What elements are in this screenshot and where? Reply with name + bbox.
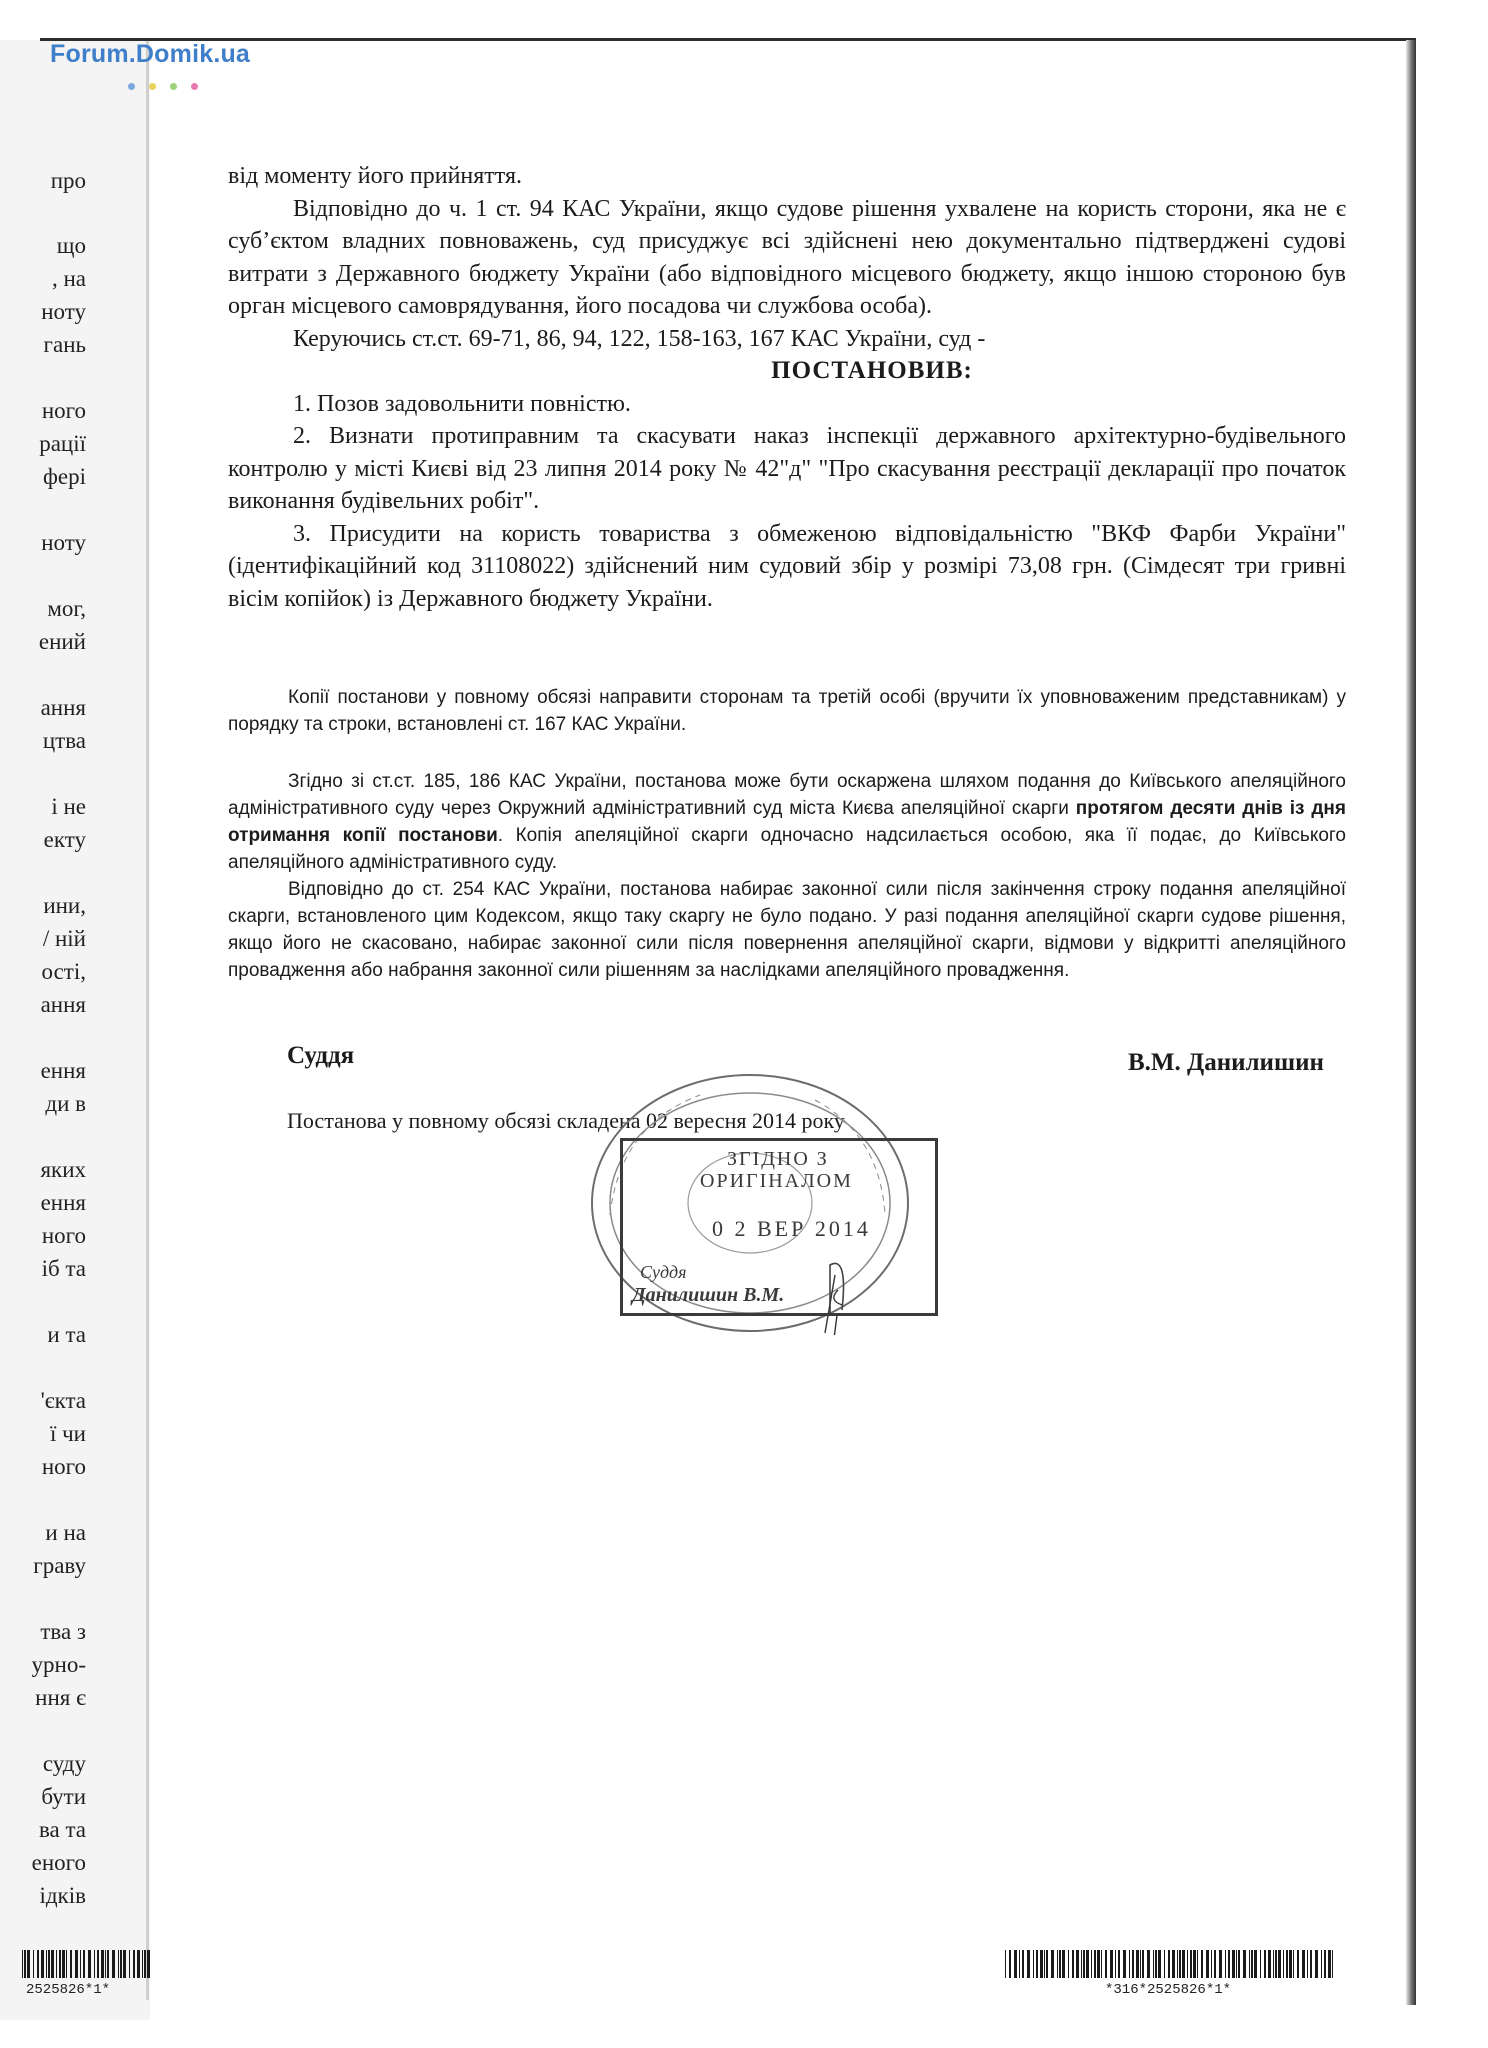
appeal-text bbox=[228, 768, 1346, 876]
barcode-bar bbox=[1118, 1950, 1120, 1978]
barcode-bar bbox=[1132, 1950, 1134, 1978]
judge-label: Суддя bbox=[287, 1042, 355, 1069]
side-fragment: ений bbox=[38, 629, 86, 654]
barcode-bar bbox=[1027, 1950, 1030, 1978]
barcode-bar bbox=[1332, 1950, 1333, 1978]
left-barcode bbox=[22, 1950, 152, 1978]
logo-dot bbox=[191, 83, 198, 90]
barcode-bar bbox=[1243, 1950, 1246, 1978]
barcode-bar bbox=[37, 1950, 39, 1978]
side-fragment: ання bbox=[40, 695, 86, 720]
barcode-bar bbox=[1197, 1950, 1198, 1978]
barcode-bar bbox=[27, 1950, 30, 1978]
side-fragment: ини, bbox=[43, 893, 86, 918]
barcode-bar bbox=[48, 1950, 50, 1978]
barcode-bar bbox=[1036, 1950, 1038, 1978]
barcode-bar bbox=[1273, 1950, 1274, 1978]
copies-text: Копії постанови у повному обсязі направити сторонам та третій особі (вручити їх уповноваженим представникам) у порядку та строки, встановлені ст. 167 КАС України. bbox=[228, 687, 1346, 735]
barcode-bar bbox=[1228, 1950, 1230, 1978]
barcode-bar bbox=[1297, 1950, 1299, 1978]
barcode-bar bbox=[1179, 1950, 1181, 1978]
barcode-bar bbox=[105, 1950, 106, 1978]
barcode-bar bbox=[1081, 1950, 1082, 1978]
side-fragment: ї чи bbox=[49, 1421, 86, 1446]
barcode-bar bbox=[118, 1950, 119, 1978]
barcode-bar bbox=[62, 1950, 65, 1978]
barcode-bar bbox=[33, 1950, 34, 1978]
logo-dot bbox=[128, 83, 135, 90]
barcode-bar bbox=[75, 1950, 78, 1978]
side-fragment: еного bbox=[31, 1850, 86, 1875]
barcode-bar bbox=[1182, 1950, 1185, 1978]
barcode-bar bbox=[1254, 1950, 1257, 1978]
barcode-bar bbox=[1033, 1950, 1034, 1978]
decision-body bbox=[228, 160, 1346, 615]
barcode-bar bbox=[1201, 1950, 1203, 1978]
barcode-bar bbox=[1014, 1950, 1017, 1978]
stamp-line2: ОРИГІНАЛОМ bbox=[700, 1170, 853, 1192]
barcode-bar bbox=[1123, 1950, 1126, 1978]
barcode-bar bbox=[1187, 1950, 1188, 1978]
barcode-bar bbox=[1155, 1950, 1157, 1978]
barcode-bar bbox=[1268, 1950, 1271, 1978]
barcode-bar bbox=[1249, 1950, 1250, 1978]
ruling-item-2: 2. Визнати протиправним та скасувати наказ інспекції державного архітектурно-будівельного контролю у місті Києві від 23 липня 2014 року № 42"д" "Про скасування реєстрації декларації про початок виконання будівельних робіт". bbox=[228, 423, 1346, 514]
barcode-bar bbox=[83, 1950, 85, 1978]
barcode-bar bbox=[1105, 1950, 1107, 1978]
barcode-bar bbox=[1044, 1950, 1045, 1978]
barcode-bar bbox=[1168, 1950, 1170, 1978]
barcode-bar bbox=[1110, 1950, 1113, 1978]
side-fragment: що bbox=[56, 233, 86, 258]
barcode-bar bbox=[1086, 1950, 1089, 1978]
barcode-bar bbox=[1236, 1950, 1237, 1978]
side-fragment: ення bbox=[40, 1058, 86, 1083]
appeal-text-b: . Копія апеляційної скарги одночасно надсилається особою, яка її подає, до Київського апеляційного адміністративного суду. bbox=[228, 825, 1347, 873]
side-fragment: / ній bbox=[42, 926, 86, 951]
appeal-deadline: протягом десяти днів із дня отримання копії постанови bbox=[228, 798, 1346, 846]
side-fragment: ноту bbox=[41, 299, 86, 324]
side-fragment: ного bbox=[41, 1223, 86, 1248]
barcode-bar bbox=[1172, 1950, 1175, 1978]
barcode-bar bbox=[1293, 1950, 1294, 1978]
barcode-bar bbox=[144, 1950, 146, 1978]
side-fragment: бути bbox=[41, 1784, 86, 1809]
barcode-bar bbox=[1260, 1950, 1261, 1978]
side-fragment: ості, bbox=[41, 959, 86, 984]
barcode-bar bbox=[1158, 1950, 1161, 1978]
stamp-role: Суддя bbox=[640, 1262, 687, 1282]
barcode-bar bbox=[1190, 1950, 1192, 1978]
logo-dot bbox=[149, 83, 156, 90]
barcode-bar bbox=[1059, 1950, 1061, 1978]
ruling-heading: ПОСТАНОВИВ: bbox=[771, 357, 973, 384]
barcode-bar bbox=[51, 1950, 54, 1978]
barcode-bar bbox=[1153, 1950, 1154, 1978]
barcode-bar bbox=[88, 1950, 91, 1978]
barcode-bar bbox=[1019, 1950, 1020, 1978]
paragraph-effective: від моменту його прийняття. bbox=[228, 163, 522, 189]
barcode-bar bbox=[1193, 1950, 1196, 1978]
barcode-bar bbox=[1091, 1950, 1092, 1978]
barcode-bar bbox=[1238, 1950, 1240, 1978]
side-fragment: ного bbox=[41, 1454, 86, 1479]
stamp-name: Данилишин В.М. bbox=[632, 1284, 785, 1306]
barcode-bar bbox=[41, 1950, 44, 1978]
side-fragment: ання bbox=[40, 992, 86, 1017]
barcode-bar bbox=[1321, 1950, 1322, 1978]
barcode-bar bbox=[1136, 1950, 1139, 1978]
side-fragment: и на bbox=[45, 1520, 86, 1545]
barcode-bar bbox=[1062, 1950, 1065, 1978]
barcode-bar bbox=[1286, 1950, 1288, 1978]
stamp-date: 0 2 ВЕР 2014 bbox=[712, 1216, 871, 1241]
side-fragment: ного bbox=[41, 398, 86, 423]
paragraph-costs: Відповідно до ч. 1 ст. 94 КАС України, якщо судове рішення ухвалене на користь сторони, яка не є суб’єктом владних повноважень, суд присуджує всі здійснені нею документально підтверджені судові витрати з Державного бюджету України (або відповідного місцевого бюджету, якщо іншою стороною був орган місцевого самоврядування, його посадова чи службова особа). bbox=[228, 195, 1346, 319]
right-barcode bbox=[1005, 1950, 1335, 1978]
barcode-bar bbox=[56, 1950, 57, 1978]
side-fragment: ва та bbox=[38, 1817, 86, 1842]
barcode-bar bbox=[1264, 1950, 1266, 1978]
side-fragment: фері bbox=[42, 464, 86, 489]
barcode-bar bbox=[101, 1950, 104, 1978]
barcode-bar bbox=[1142, 1950, 1144, 1978]
barcode-bar bbox=[1251, 1950, 1253, 1978]
barcode-bar bbox=[1206, 1950, 1209, 1978]
barcode-bar bbox=[1275, 1950, 1277, 1978]
barcode-bar bbox=[147, 1950, 150, 1978]
barcode-bar bbox=[1283, 1950, 1284, 1978]
side-fragment: мог, bbox=[47, 596, 86, 621]
barcode-bar bbox=[1101, 1950, 1102, 1978]
barcode-bar bbox=[123, 1950, 126, 1978]
side-fragment: рації bbox=[39, 431, 86, 456]
barcode-bar bbox=[22, 1950, 23, 1978]
barcode-bar bbox=[1211, 1950, 1212, 1978]
side-fragment: , на bbox=[51, 266, 86, 291]
barcode-bar bbox=[1289, 1950, 1292, 1978]
barcode-bar bbox=[1072, 1950, 1074, 1978]
barcode-bar bbox=[1147, 1950, 1150, 1978]
side-fragment: тва з bbox=[40, 1619, 86, 1644]
barcode-bar bbox=[80, 1950, 81, 1978]
barcode-bar bbox=[1140, 1950, 1141, 1978]
barcode-bar bbox=[59, 1950, 61, 1978]
barcode-bar bbox=[1307, 1950, 1308, 1978]
barcode-bar bbox=[1009, 1950, 1011, 1978]
barcode-bar bbox=[1094, 1950, 1096, 1978]
watermark-logo: Forum.Domik.ua bbox=[50, 40, 251, 68]
barcode-bar bbox=[1097, 1950, 1100, 1978]
barcode-bar bbox=[1219, 1950, 1222, 1978]
barcode-bar bbox=[1057, 1950, 1058, 1978]
barcode-bar bbox=[1046, 1950, 1048, 1978]
copies-note bbox=[228, 684, 1346, 738]
barcode-bar bbox=[1005, 1950, 1006, 1978]
barcode-bar bbox=[1022, 1950, 1024, 1978]
barcode-bar bbox=[1328, 1950, 1331, 1978]
ruling-item-3: 3. Присудити на користь товариства з обмеженою відповідальністю "ВКФ Фарби України" (ідентифікаційний код 31108022) здійснений ним судовий збір у розмірі 73,08 грн. (Сімдесят три гривні вісім копійок) із Державного бюджету України. bbox=[228, 520, 1346, 612]
barcode-bar bbox=[1040, 1950, 1043, 1978]
left-barcode-number: 2525826*1* bbox=[26, 1982, 111, 1998]
barcode-bar bbox=[1076, 1950, 1079, 1978]
logo-dot bbox=[170, 83, 177, 90]
barcode-bar bbox=[70, 1950, 72, 1978]
barcode-bar bbox=[1129, 1950, 1130, 1978]
barcode-bar bbox=[1232, 1950, 1235, 1978]
legal-force-text: Відповідно до ст. 254 КАС України, постанова набирає законної сили після закінчення строку подання апеляційної скарги, встановленого цим Кодексом, якщо таку скаргу не було подано. У разі подання апеляційної скарги судове рішення, якщо його не скасовано, набирає законної сили після повернення апеляційної скарги, відмови у відкритті апеляційного провадження або набрання законної сили рішенням за наслідками апеляційного провадження. bbox=[228, 879, 1346, 981]
barcode-bar bbox=[66, 1950, 67, 1978]
side-fragment: гань bbox=[43, 332, 86, 357]
barcode-bar bbox=[1315, 1950, 1318, 1978]
side-fragment: ноту bbox=[41, 530, 86, 555]
barcode-bar bbox=[137, 1950, 140, 1978]
barcode-bar bbox=[1214, 1950, 1216, 1978]
right-barcode-number: *316*2525826*1* bbox=[1105, 1982, 1232, 1998]
barcode-bar bbox=[1083, 1950, 1085, 1978]
paragraph-guided-by: Керуючись ст.ст. 69-71, 86, 94, 122, 158-163, 167 КАС України, суд - bbox=[293, 325, 986, 352]
barcode-bar bbox=[120, 1950, 122, 1978]
barcode-bar bbox=[107, 1950, 109, 1978]
side-fragment: ідків bbox=[39, 1883, 86, 1908]
barcode-bar bbox=[46, 1950, 47, 1978]
barcode-bar bbox=[94, 1950, 95, 1978]
side-fragment: суду bbox=[42, 1751, 86, 1776]
barcode-bar bbox=[1177, 1950, 1178, 1978]
barcode-bar bbox=[1278, 1950, 1281, 1978]
logo-dots bbox=[128, 77, 212, 95]
side-fragment: цтва bbox=[42, 728, 86, 753]
barcode-bar bbox=[1324, 1950, 1326, 1978]
side-fragment: яких bbox=[40, 1157, 86, 1182]
side-fragment: и та bbox=[47, 1322, 86, 1347]
side-fragment: екту bbox=[43, 827, 86, 852]
barcode-bar bbox=[1051, 1950, 1054, 1978]
side-fragment: і не bbox=[51, 794, 86, 819]
side-fragment: граву bbox=[33, 1553, 86, 1578]
side-fragment: ення bbox=[40, 1190, 86, 1215]
judge-name: В.М. Данилишин bbox=[1128, 1049, 1324, 1076]
barcode-bar bbox=[1068, 1950, 1069, 1978]
side-fragment: іб та bbox=[41, 1256, 86, 1281]
appeal-text-a: Згідно зі ст.ст. 185, 186 КАС України, постанова може бути оскаржена шляхом подання до Київського апеляційного адміністративного суду через Окружний адміністративний суд міста Києва апеляційної скарги bbox=[228, 771, 1346, 819]
barcode-bar bbox=[142, 1950, 143, 1978]
barcode-bar bbox=[129, 1950, 130, 1978]
ruling-item-1: 1. Позов задовольнити повністю. bbox=[293, 390, 631, 417]
stamp-line1: ЗГІДНО З bbox=[727, 1148, 829, 1170]
barcode-bar bbox=[1225, 1950, 1226, 1978]
barcode-bar bbox=[1302, 1950, 1305, 1978]
barcode-bar bbox=[1115, 1950, 1116, 1978]
side-fragment: ди в bbox=[45, 1091, 86, 1116]
appeal-note bbox=[228, 768, 1346, 984]
full-text-date-line: Постанова у повному обсязі складена 02 вересня 2014 року bbox=[287, 1108, 845, 1133]
barcode-bar bbox=[24, 1950, 26, 1978]
barcode-bar bbox=[1164, 1950, 1165, 1978]
barcode-bar bbox=[1310, 1950, 1312, 1978]
side-fragment: 'єкта bbox=[40, 1388, 86, 1413]
barcode-bar bbox=[133, 1950, 135, 1978]
left-page-edge bbox=[146, 40, 149, 2000]
side-fragment: урно- bbox=[31, 1652, 86, 1677]
barcode-bar bbox=[112, 1950, 115, 1978]
side-fragment: про bbox=[50, 168, 86, 193]
side-fragment: ння є bbox=[35, 1685, 86, 1710]
right-page-edge bbox=[1406, 40, 1416, 2005]
barcode-bar bbox=[97, 1950, 99, 1978]
